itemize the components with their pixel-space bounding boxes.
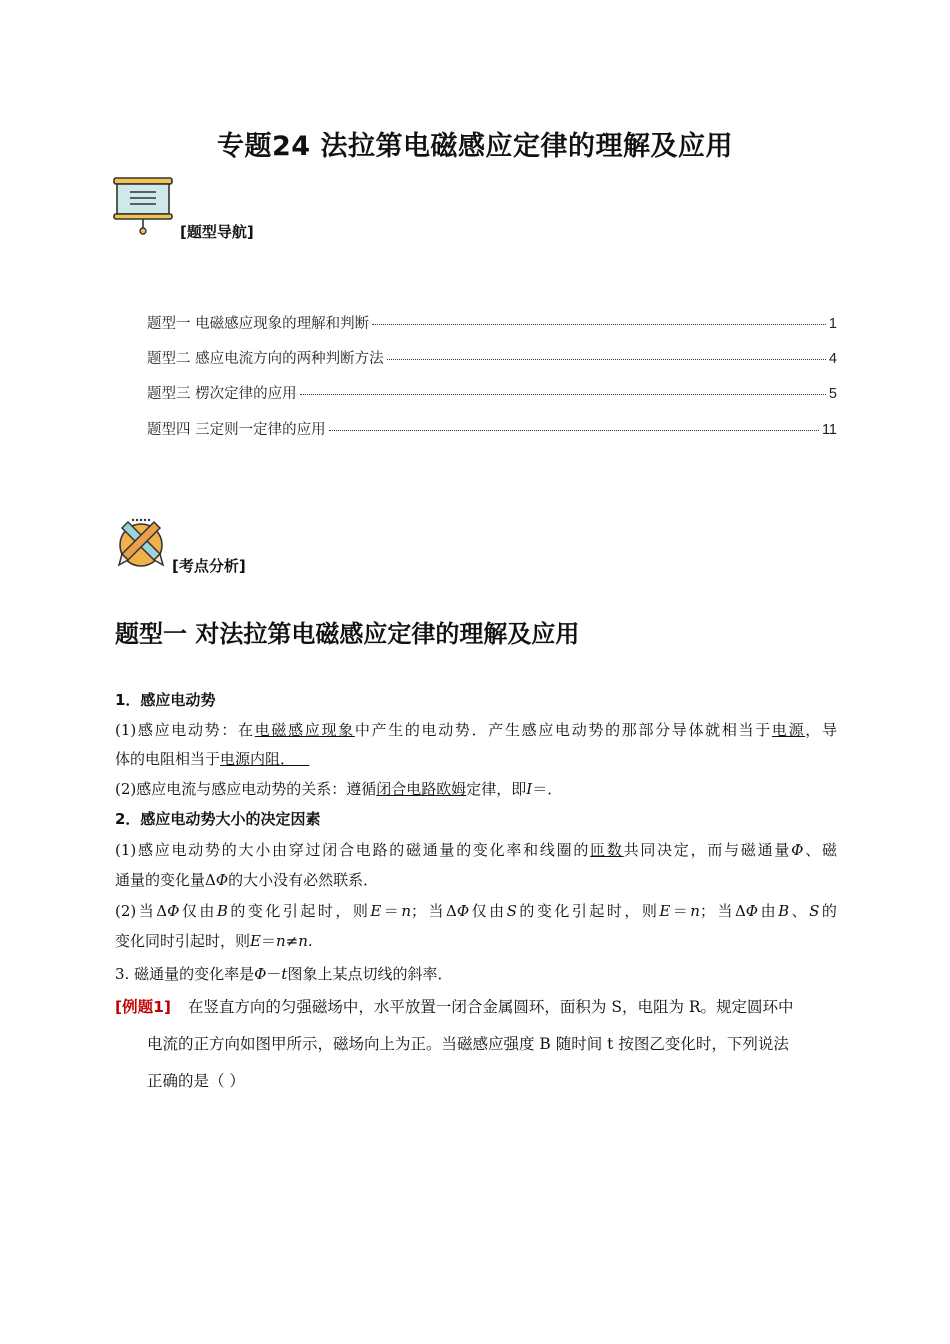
text-run: 共同决定，而与磁通量 (623, 841, 792, 859)
text-run: 的大小没有必然联系． (228, 871, 379, 889)
math-symbol: I (526, 780, 533, 798)
toc-item-label: 题型一 电磁感应现象的理解和判断 (147, 316, 370, 332)
toc-page-number: 4 (828, 351, 837, 367)
paragraph-line (115, 870, 837, 890)
text-run: 3. 磁通量的变化率是 (115, 965, 255, 983)
text-run: 仅由 (469, 902, 507, 920)
text-run: 变化同时引起时，则 (115, 932, 251, 950)
text-run: ；当Δ (410, 902, 457, 920)
text-run: 定律，即 (466, 780, 527, 798)
math-symbol: n (298, 932, 308, 950)
math-symbol: n (690, 902, 700, 920)
math-symbol: Φ (456, 902, 470, 920)
text-run: 通量的变化量Δ (115, 871, 216, 889)
text-run: ＝． (532, 780, 563, 798)
text-run: ，导 (805, 721, 837, 739)
toc-item[interactable] (147, 418, 837, 439)
underlined-term: 电源 (771, 721, 806, 739)
text-run: － (266, 965, 282, 983)
paragraph-line (115, 964, 837, 984)
paragraph-line (115, 901, 837, 921)
text-run: ＝ (381, 902, 402, 920)
toc-page-number: 1 (828, 316, 837, 332)
toc-leader (372, 324, 826, 325)
text-run: ＝ (260, 932, 276, 950)
math-symbol: Φ (791, 841, 804, 859)
underlined-term: 闭合电路欧姆 (376, 780, 467, 798)
text-run: 的变化引起时，则 (516, 902, 660, 920)
page-title: 专题24 法拉第电磁感应定律的理解及应用 (217, 131, 733, 162)
math-symbol: Φ (745, 902, 759, 920)
math-symbol: E (250, 932, 261, 950)
analysis-label: [考点分析] (172, 557, 246, 575)
section-heading: 题型一 对法拉第电磁感应定律的理解及应用 (115, 620, 580, 648)
toc-leader (387, 359, 826, 360)
text-run: (2)感应电流与感应电动势的关系：遵循 (115, 780, 377, 798)
example-tag: [例题1] (115, 998, 171, 1016)
text-run: (2)当Δ (115, 902, 168, 920)
math-symbol: E (370, 902, 382, 920)
paragraph-line (115, 931, 837, 951)
underlined-term (220, 750, 309, 768)
math-symbol: n (275, 932, 286, 950)
crossed-pencils-icon (114, 516, 168, 570)
math-symbol: E (659, 902, 671, 920)
math-symbol: Φ (215, 871, 229, 889)
text-run: . (307, 932, 313, 950)
math-symbol: S (809, 902, 820, 920)
paragraph-line (115, 749, 837, 769)
text-run: ；当Δ (699, 902, 746, 920)
math-symbol: Φ (254, 965, 267, 983)
text-run: ≠ (285, 932, 299, 950)
item-heading: 2．感应电动势大小的决定因素 (115, 810, 321, 828)
text-run: 的 (819, 902, 837, 920)
toc-leader (329, 430, 819, 431)
item-heading: 1．感应电动势 (115, 691, 216, 709)
paragraph-line (115, 840, 837, 860)
toc-item-label: 题型三 楞次定律的应用 (147, 386, 297, 402)
math-symbol: Φ (167, 902, 180, 920)
toc-item[interactable] (147, 382, 837, 403)
text-run: ＝ (670, 902, 691, 920)
toc-page-number: 11 (821, 422, 837, 438)
math-symbol: B (216, 902, 228, 920)
paragraph-line (115, 720, 837, 740)
math-symbol: n (401, 902, 411, 920)
text-run: 体的电阻相当于 (115, 750, 221, 768)
text-run: 由 (758, 902, 779, 920)
text-run: 电源内阻． (220, 750, 296, 768)
text-run: 、磁 (803, 841, 837, 859)
example-line: 正确的是（ ） (147, 1072, 245, 1090)
underlined-term: 电磁感应现象 (254, 721, 355, 739)
text-run: 、 (789, 902, 810, 920)
math-symbol: S (506, 902, 517, 920)
underlined-term: 匝数 (590, 841, 624, 859)
math-symbol: t (281, 965, 288, 983)
example-line: 电流的正方向如图甲所示，磁场向上为正。当磁感应强度 B 随时间 t 按图乙变化时，下列说法 (147, 1035, 789, 1053)
toc-item-label: 题型二 感应电流方向的两种判断方法 (147, 351, 384, 367)
toc-leader (300, 394, 826, 395)
text-run: 仅由 (179, 902, 217, 920)
toc-item[interactable] (147, 312, 837, 333)
text-run: 图象上某点切线的斜率． (287, 965, 453, 983)
text-run: (1)感应电动势：在 (115, 721, 255, 739)
nav-label: [题型导航] (180, 223, 254, 241)
toc-item-label: 题型四 三定则一定律的应用 (147, 422, 326, 438)
math-symbol: B (778, 902, 790, 920)
text-run: 中产生的电动势．产生感应电动势的那部分导体就相当于 (354, 721, 772, 739)
toc-item[interactable] (147, 347, 837, 368)
paragraph-line (115, 779, 837, 799)
text-run: 的变化引起时，则 (227, 902, 371, 920)
whiteboard-icon (112, 176, 174, 236)
toc-page-number: 5 (828, 386, 837, 402)
text-run: (1)感应电动势的大小由穿过闭合电路的磁通量的变化率和线圈的 (115, 841, 591, 859)
example-question (115, 997, 837, 1017)
text-run: 在竖直方向的匀强磁场中，水平放置一闭合金属圆环，面积为 S，电阻为 R。规定圆环中 (187, 998, 794, 1016)
